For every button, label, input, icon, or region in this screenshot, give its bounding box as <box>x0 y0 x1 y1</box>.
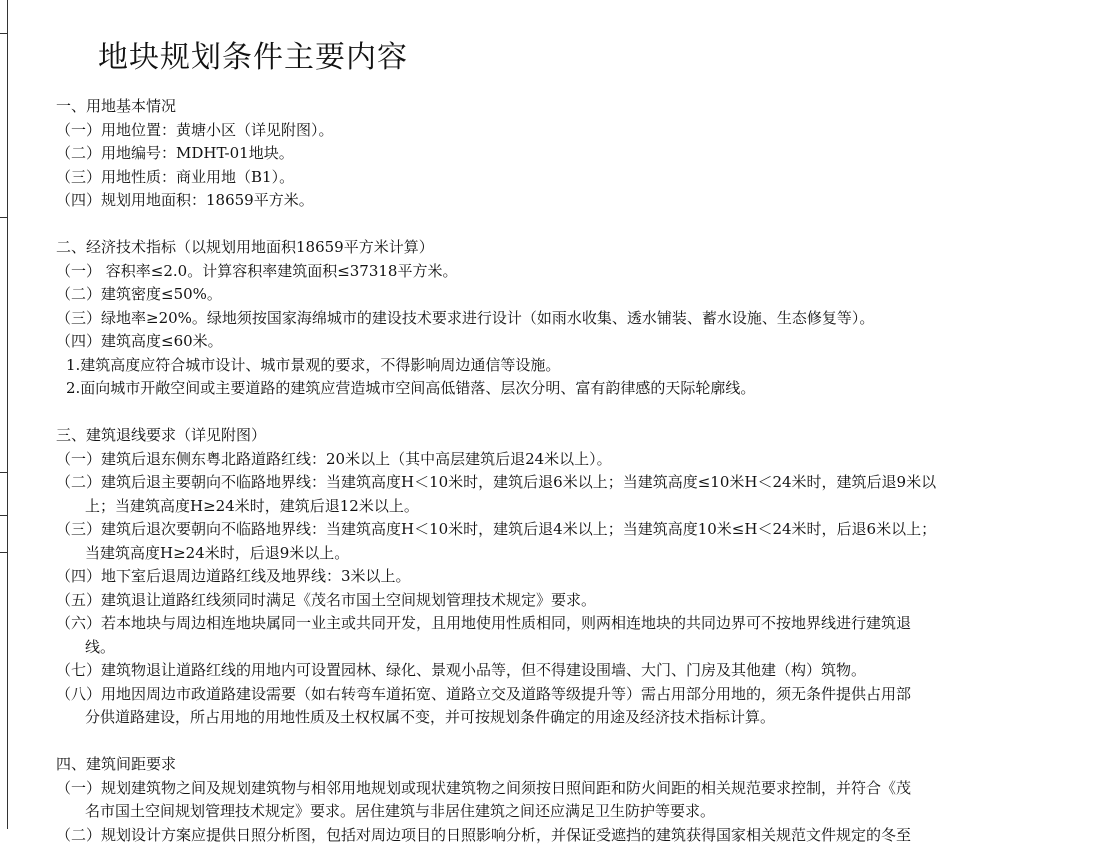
text-line: （三）建筑后退次要朝向不临路地界线：当建筑高度H＜10米时，建筑后退4米以上；当建筑高度10米≤H＜24米时，后退6米以上； <box>56 518 1101 542</box>
frame-tick <box>0 33 7 34</box>
document-title: 地块规划条件主要内容 <box>98 38 408 78</box>
document-body <box>56 95 1101 847</box>
text-line-continued: 上；当建筑高度H≥24米时，建筑后退12米以上。 <box>56 495 1101 519</box>
text-line: （四）建筑高度≤60米。 <box>56 330 1101 354</box>
spacer <box>56 730 1101 754</box>
section-heading: 一、用地基本情况 <box>56 95 1101 119</box>
text-line: （四）地下室后退周边道路红线及地界线：3米以上。 <box>56 565 1101 589</box>
spacer <box>56 213 1101 237</box>
text-line-continued: 名市国土空间规划管理技术规定》要求。居住建筑与非居住建筑之间还应满足卫生防护等要求。 <box>56 800 1101 824</box>
text-line-continued: 当建筑高度H≥24米时，后退9米以上。 <box>56 542 1101 566</box>
text-line: （八）用地因周边市政道路建设需要（如右转弯车道拓宽、道路立交及道路等级提升等）需占用部分用地的，须无条件提供占用部 <box>56 683 1101 707</box>
text-line: （一）规划建筑物之间及规划建筑物与相邻用地规划或现状建筑物之间须按日照间距和防火间距的相关规范要求控制，并符合《茂 <box>56 777 1101 801</box>
sub-item: 1.建筑高度应符合城市设计、城市景观的要求，不得影响周边通信等设施。 <box>56 354 1101 378</box>
frame-tick <box>0 552 7 553</box>
frame-tick <box>0 217 7 218</box>
text-line: （二）规划设计方案应提供日照分析图，包括对周边项目的日照影响分析，并保证受遮挡的建筑获得国家相关规范文件规定的冬至 <box>56 824 1101 847</box>
text-line: （六）若本地块与周边相连地块属同一业主或共同开发，且用地使用性质相同，则两相连地块的共同边界可不按地界线进行建筑退 <box>56 612 1101 636</box>
sub-item: 2.面向城市开敞空间或主要道路的建筑应营造城市空间高低错落、层次分明、富有韵律感的天际轮廓线。 <box>56 377 1101 401</box>
text-line-continued: 分供道路建设，所占用地的用地性质及土权权属不变，并可按规划条件确定的用途及经济技术指标计算。 <box>56 706 1101 730</box>
left-frame-line <box>7 0 8 829</box>
text-line: （二）建筑密度≤50%。 <box>56 283 1101 307</box>
frame-tick <box>0 472 7 473</box>
text-line-continued: 线。 <box>56 636 1101 660</box>
section-heading: 二、经济技术指标（以规划用地面积18659平方米计算） <box>56 236 1101 260</box>
text-line: （一）建筑后退东侧东粤北路道路红线：20米以上（其中高层建筑后退24米以上）。 <box>56 448 1101 472</box>
text-line: （五）建筑退让道路红线须同时满足《茂名市国土空间规划管理技术规定》要求。 <box>56 589 1101 613</box>
text-line: （四）规划用地面积：18659平方米。 <box>56 189 1101 213</box>
text-line: （一） 容积率≤2.0。计算容积率建筑面积≤37318平方米。 <box>56 260 1101 284</box>
spacer <box>56 401 1101 425</box>
text-line: （一）用地位置：黄塘小区（详见附图）。 <box>56 119 1101 143</box>
section-heading: 三、建筑退线要求（详见附图） <box>56 424 1101 448</box>
text-line: （二）建筑后退主要朝向不临路地界线：当建筑高度H＜10米时，建筑后退6米以上；当建筑高度≤10米H＜24米时，建筑后退9米以 <box>56 471 1101 495</box>
text-line: （三）用地性质：商业用地（B1）。 <box>56 166 1101 190</box>
text-line: （三）绿地率≥20%。绿地须按国家海绵城市的建设技术要求进行设计（如雨水收集、透水铺装、蓄水设施、生态修复等）。 <box>56 307 1101 331</box>
section-heading: 四、建筑间距要求 <box>56 753 1101 777</box>
frame-tick <box>0 515 7 516</box>
text-line: （七）建筑物退让道路红线的用地内可设置园林、绿化、景观小品等，但不得建设围墙、大门、门房及其他建（构）筑物。 <box>56 659 1101 683</box>
text-line: （二）用地编号：MDHT-01地块。 <box>56 142 1101 166</box>
